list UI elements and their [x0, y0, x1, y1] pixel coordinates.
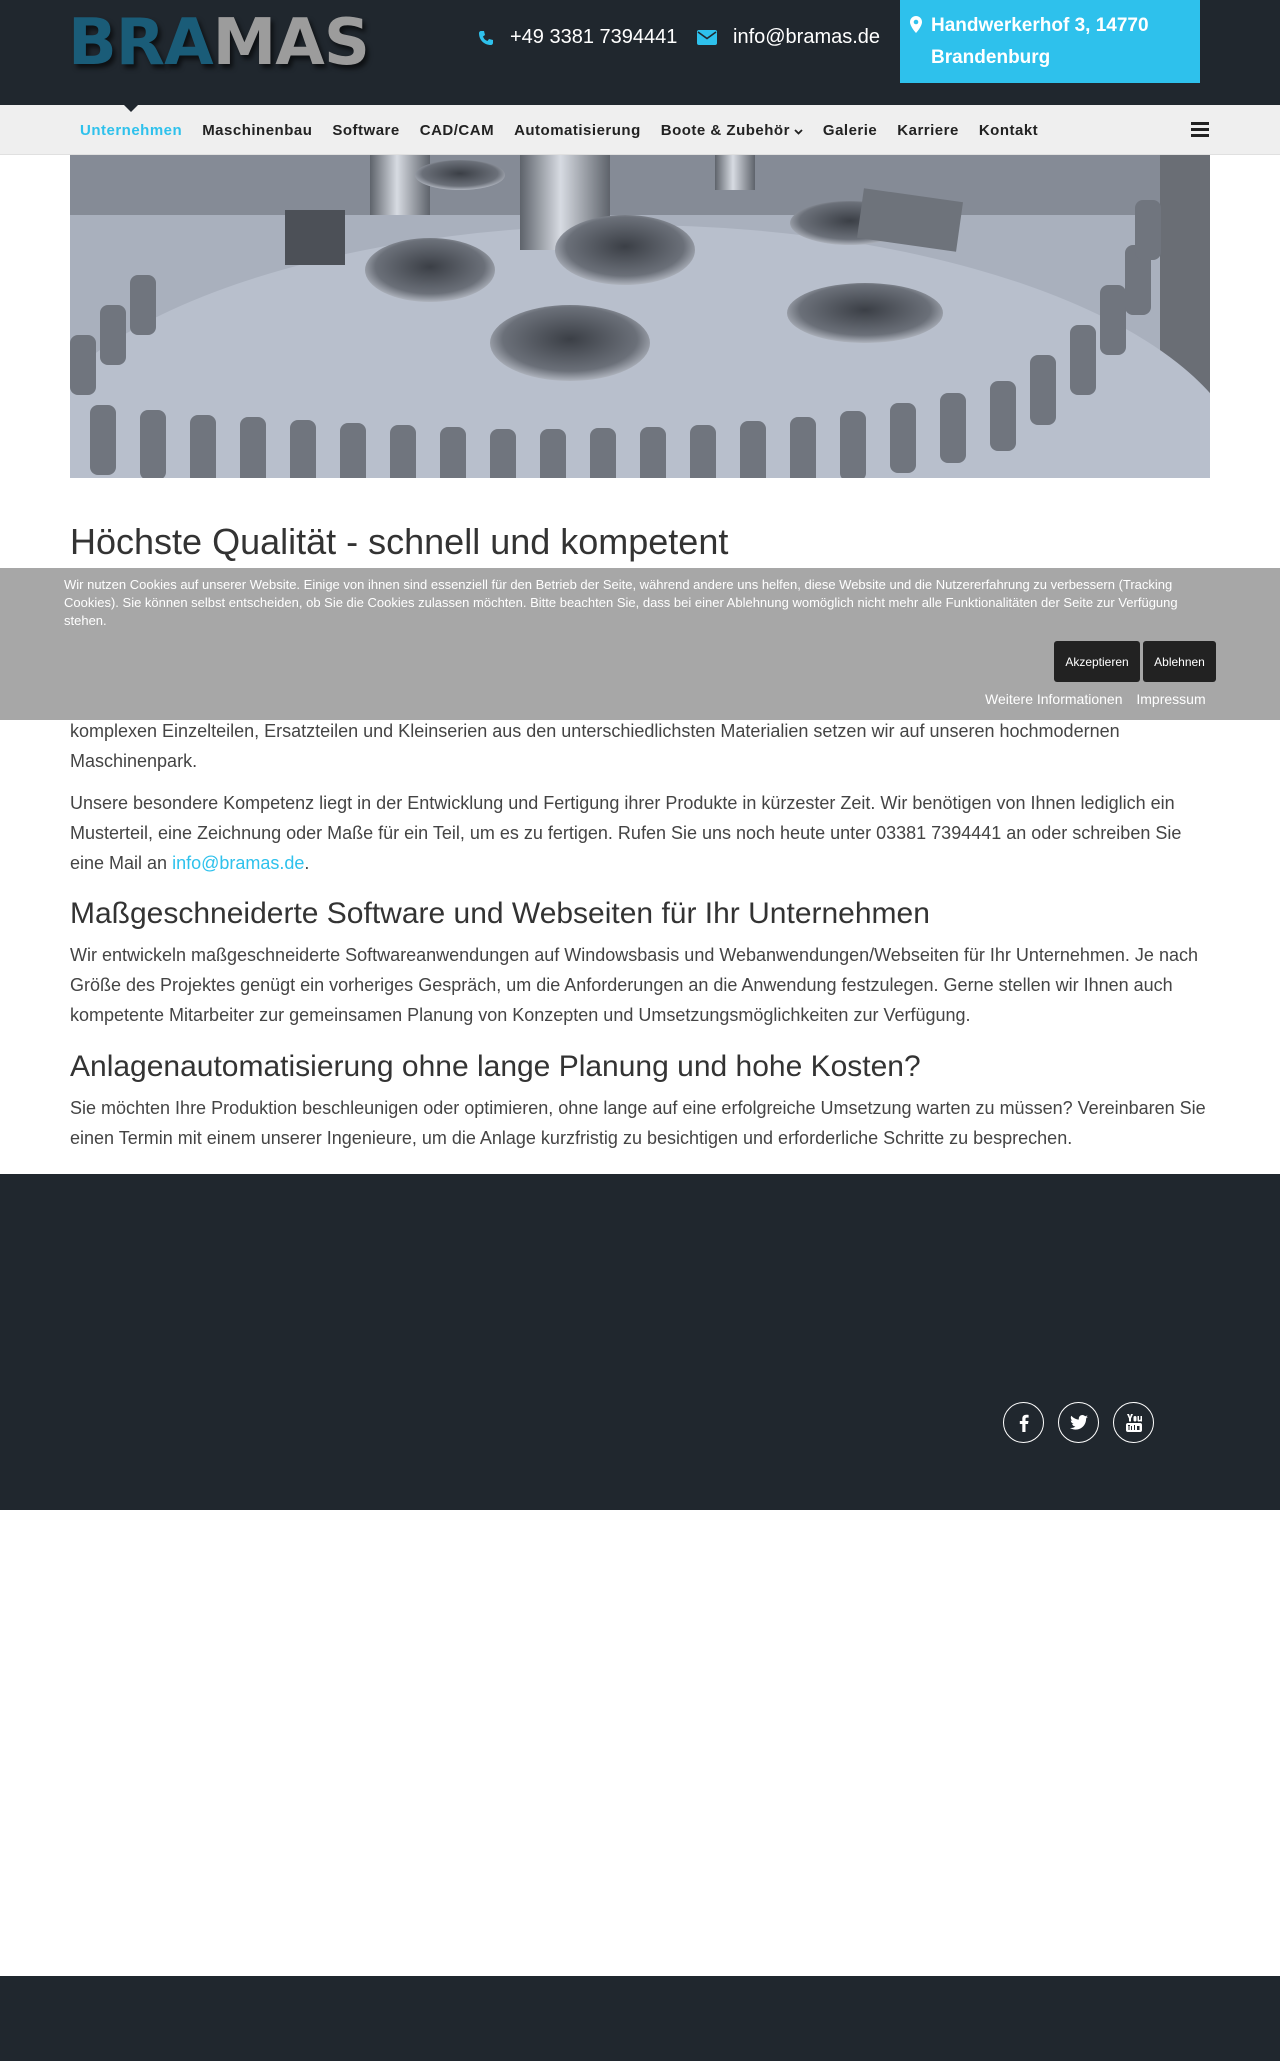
accept-cookies-button[interactable]: Akzeptieren — [1054, 641, 1140, 682]
nav-item-software[interactable]: Software — [332, 121, 400, 139]
map-marker-icon — [910, 16, 922, 33]
youtube-button[interactable] — [1113, 1402, 1154, 1443]
decline-cookies-button[interactable]: Ablehnen — [1143, 641, 1216, 682]
nav-item-kontakt[interactable]: Kontakt — [978, 121, 1039, 139]
paragraph-competence-end: . — [304, 853, 310, 873]
twitter-button[interactable] — [1058, 1402, 1099, 1443]
nav-item-galerie[interactable]: Galerie — [822, 121, 878, 139]
address-text: Handwerkerhof 3, 14770 Brandenburg — [931, 15, 1149, 68]
heading-automation: Anlagenautomatisierung ohne lange Planung und hohe Kosten? — [70, 1050, 921, 1083]
main-nav — [0, 105, 1280, 155]
bottom-bar — [0, 1976, 1280, 2061]
menu-icon[interactable] — [1191, 122, 1209, 138]
paragraph-software: Wir entwickeln maßgeschneiderte Softwareanwendungen auf Windowsbasis und Webanwendungen/Webseiten für Ihr Unternehmen. Je nach Größe des Projektes genügt ein vorheriges Gespräch, um die Anforderungen an die Anwendung festzulegen. Gerne stellen wir Ihnen auch kompetente Mitarbeiter zur gemeinsamen Planung von Konzepten und Umsetzungsmöglichkeiten zur Verfügung. — [70, 945, 1198, 1025]
email-contact[interactable] — [697, 26, 880, 49]
nav-item-automatisierung[interactable]: Automatisierung — [514, 121, 641, 139]
nav-item-boote-label: Boote & Zubehör — [660, 121, 790, 139]
nav-item-unternehmen[interactable]: Unternehmen — [70, 122, 192, 139]
header — [0, 0, 1280, 105]
address-box[interactable] — [900, 0, 1200, 83]
paragraph-competence — [70, 788, 1210, 878]
email-address: info@bramas.de — [733, 26, 881, 48]
facebook-button[interactable] — [1003, 1402, 1044, 1443]
logo-part1: BRA — [68, 6, 213, 80]
nav-item-maschinenbau[interactable]: Maschinenbau — [202, 121, 313, 139]
footer — [0, 1174, 1280, 1510]
phone-contact[interactable] — [478, 26, 677, 49]
heading-quality: Höchste Qualität - schnell und kompetent — [70, 521, 729, 562]
phone-icon — [478, 30, 494, 46]
more-info-link[interactable]: Weitere Informationen — [985, 691, 1123, 707]
logo[interactable] — [68, 6, 369, 80]
chevron-down-icon — [794, 129, 803, 135]
nav-item-cad-cam[interactable]: CAD/CAM — [419, 121, 495, 139]
cookie-text: Wir nutzen Cookies auf unserer Website. Einige von ihnen sind essenziell für den Betrieb der Seite, während andere uns helfen, diese Website und die Nutzererfahrung zu verbessern (Tracking Cookies). Sie können selbst entscheiden, ob Sie die Cookies zulassen möchten. Bitte beachten Sie, dass bei einer Ablehnung womöglich nicht mehr alle Funktionalitäten der Seite zur Verfügung stehen. — [64, 577, 1178, 628]
phone-number: +49 3381 7394441 — [510, 26, 678, 48]
paragraph-machines: komplexen Einzelteilen, Ersatzteilen und Kleinserien aus den unterschiedlichsten Materialien setzen wir auf unseren hochmodernen Maschinenpark. — [70, 721, 1120, 771]
hero-image — [70, 155, 1210, 478]
facebook-icon — [1019, 1414, 1029, 1432]
nav-item-karriere[interactable]: Karriere — [897, 121, 959, 139]
paragraph-automation: Sie möchten Ihre Produktion beschleunigen oder optimieren, ohne lange auf eine erfolgreiche Umsetzung warten zu müssen? Vereinbaren Sie einen Termin mit einem unserer Ingenieure, um die Anlage kurzfristig zu besichtigen und erforderliche Schritte zu besprechen. — [70, 1098, 1206, 1148]
logo-part2: MAS — [212, 6, 369, 80]
cookie-banner — [0, 568, 1280, 720]
imprint-link[interactable]: Impressum — [1136, 691, 1206, 707]
twitter-icon — [1070, 1415, 1088, 1430]
youtube-icon — [1126, 1414, 1142, 1432]
envelope-icon — [697, 30, 717, 45]
email-link[interactable]: info@bramas.de — [172, 853, 305, 873]
cookie-links — [985, 691, 1216, 707]
paragraph-competence-text: Unsere besondere Kompetenz liegt in der Entwicklung und Fertigung ihrer Produkte in kürzester Zeit. Wir benötigen von Ihnen lediglich ein Musterteil, eine Zeichnung oder Maße für ein Teil, um es zu fertigen. Rufen Sie uns noch heute unter 03381 7394441 an oder schreiben Sie eine Mail an — [70, 793, 1182, 873]
nav-item-boote-zubehoer[interactable] — [651, 122, 813, 139]
heading-software: Maßgeschneiderte Software und Webseiten für Ihr Unternehmen — [70, 897, 930, 930]
gear-machining-image — [70, 155, 1210, 478]
